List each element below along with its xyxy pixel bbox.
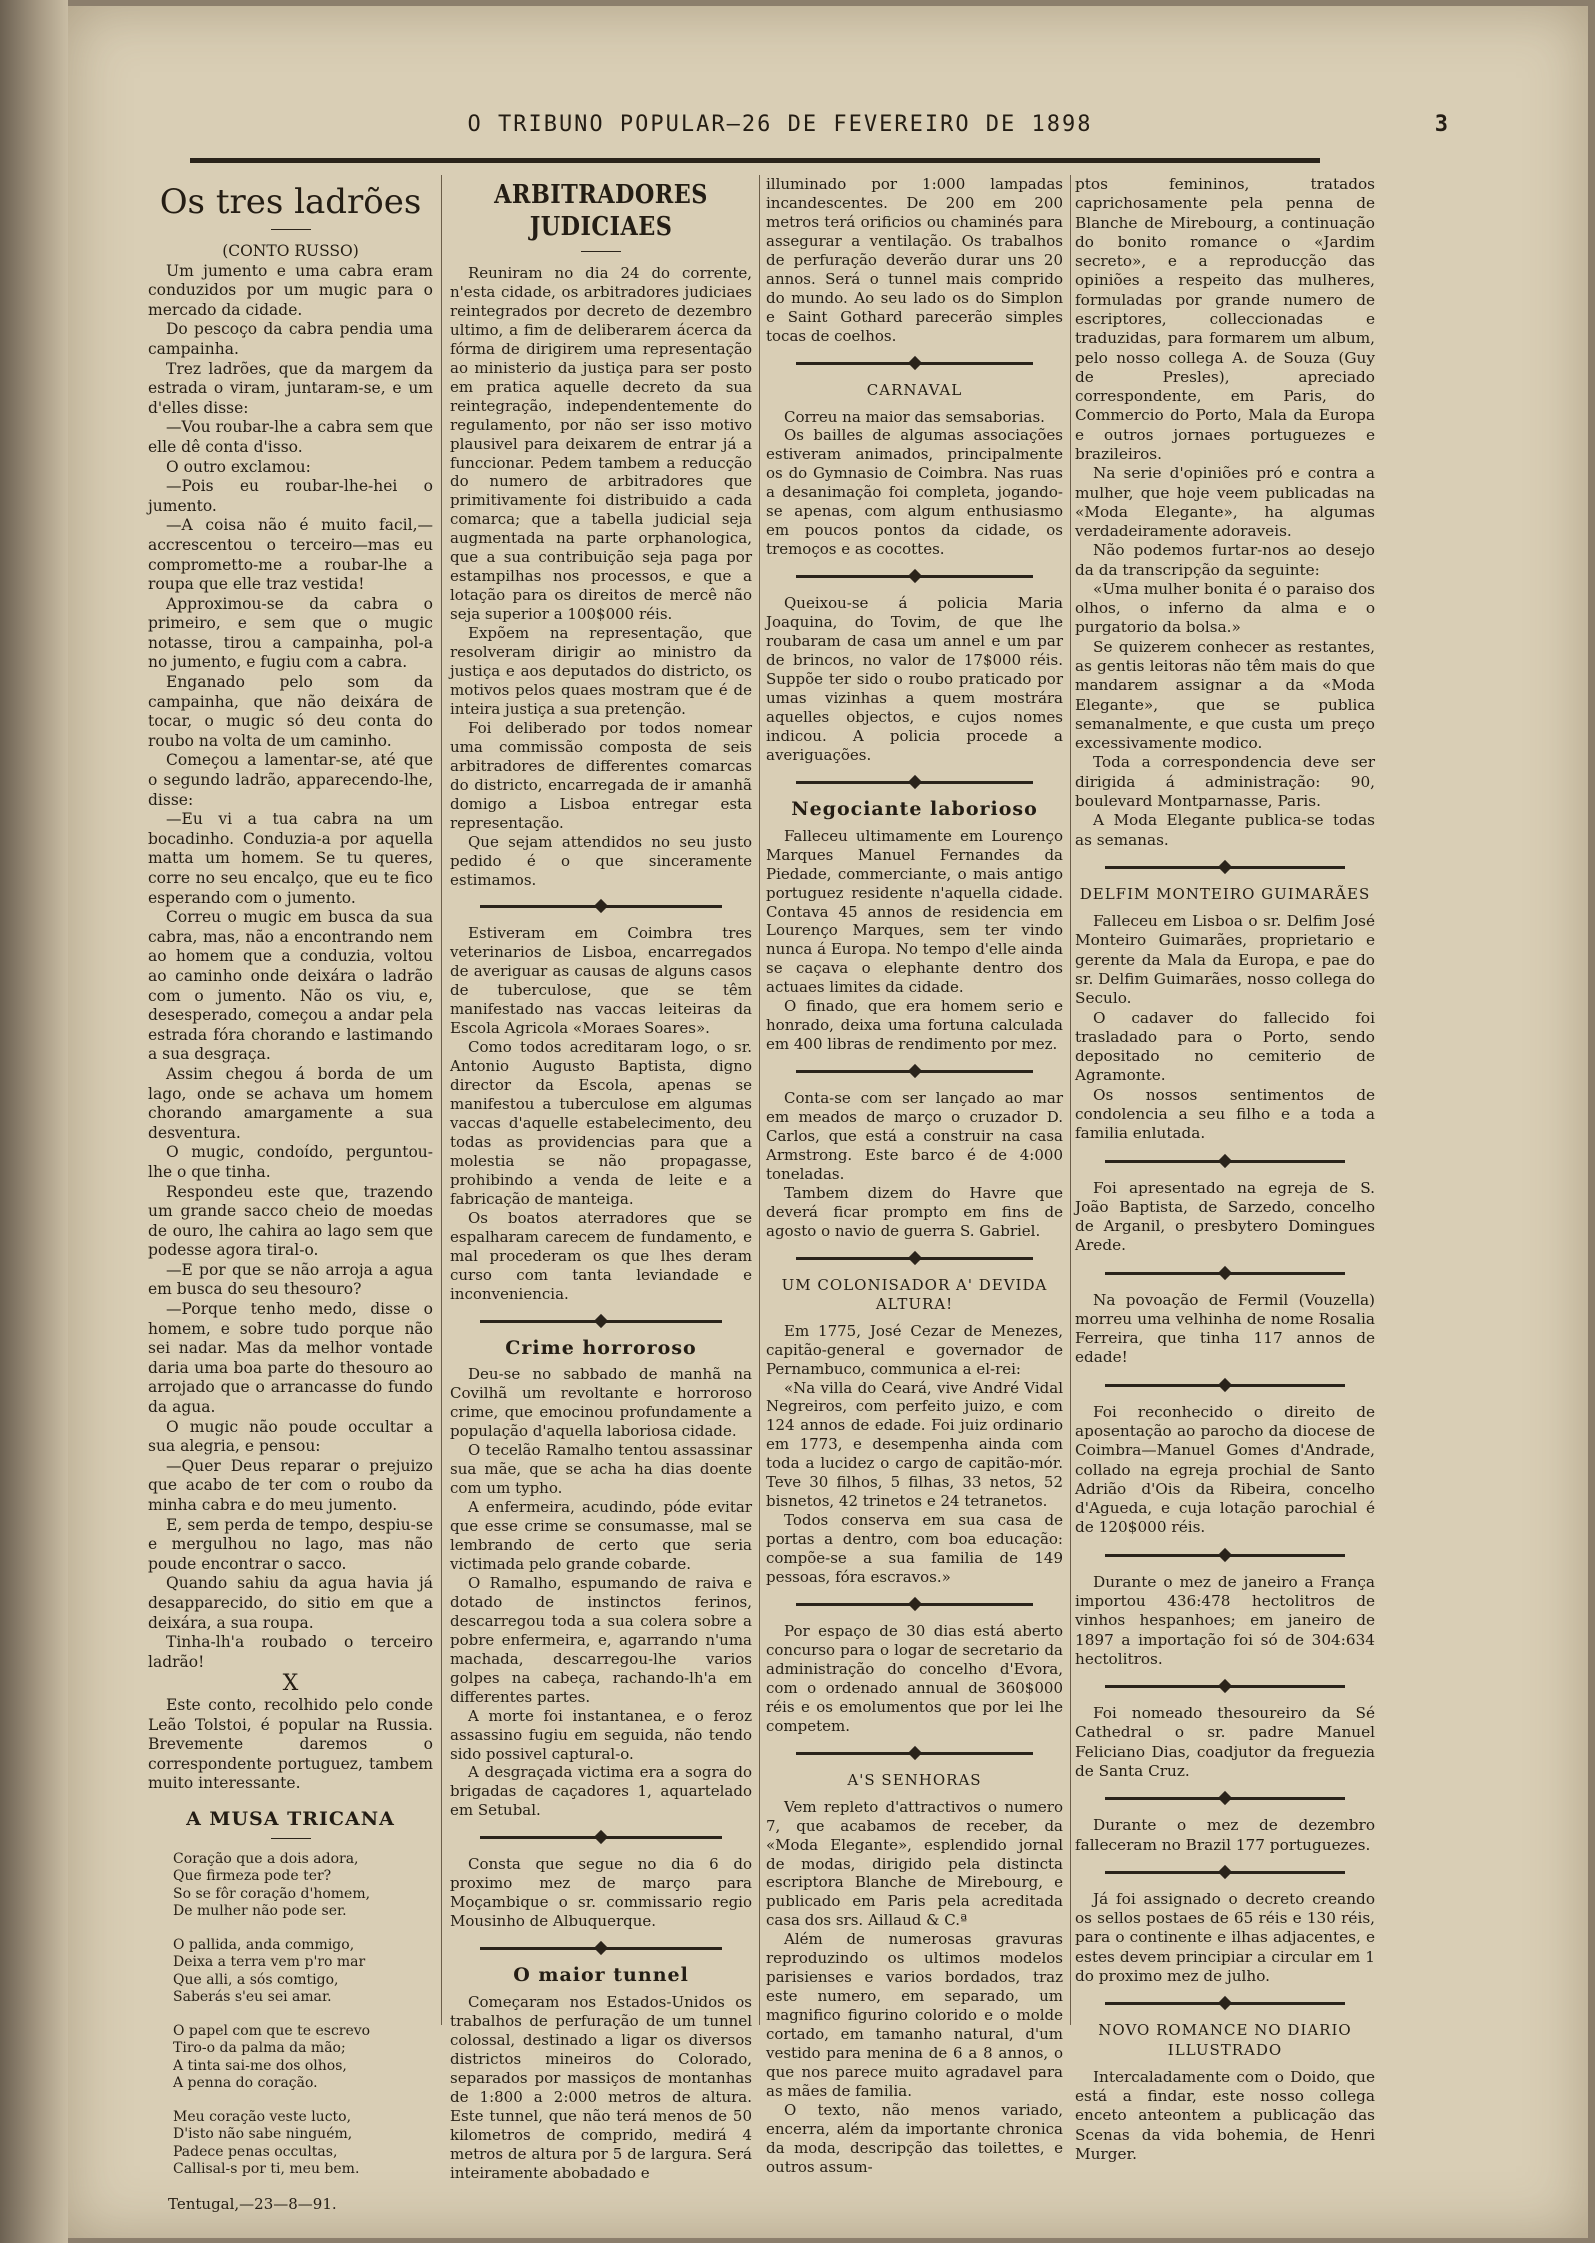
- article-body: Na povoação de Fermil (Vouzella) morreu uma velhinha de nome Rosalia Ferreira, que tinha 117 annos de edade!: [1075, 1290, 1375, 1367]
- divider: [796, 1257, 1033, 1260]
- article-body: Queixou-se á policia Maria Joaquina, do Tovim, de que lhe roubaram de casa um annel e um par de brincos, no valor de 17$000 réis. Suppõe ter sido o roubo praticado por umas vizinhas a quem mostrára aquelles objectos, e cujos nomes indicou. A policia procede a averiguações.: [766, 594, 1063, 764]
- column-1: [148, 175, 433, 2214]
- paragraph: Quando sahiu da agua havia já desapparecido, do sitio em que a deixára, a sua roupa.: [148, 1574, 433, 1632]
- paragraph: Tambem dizem do Havre que deverá ficar prompto em fins de agosto o navio de guerra S. Gabriel.: [766, 1183, 1063, 1240]
- article-subtitle: (CONTO RUSSO): [222, 242, 359, 260]
- poem-line: Que alli, a sós comtigo,: [173, 1971, 339, 1988]
- book-spine: [0, 0, 68, 2243]
- article-title: Crime horroroso: [505, 1336, 697, 1359]
- section-mark: X: [282, 1671, 299, 1697]
- paragraph: Que sejam attendidos no seu justo pedido é o que sinceramente estimamos.: [450, 832, 752, 889]
- paragraph: Conta-se com ser lançado ao mar em meados de março o cruzador D. Carlos, que está a construir na casa Armstrong. Este barco é de 4:000 toneladas.: [766, 1089, 1063, 1183]
- paragraph: Se quizerem conhecer as restantes, as gentis leitoras não têm mais do que mandarem assignar a da «Moda Elegante», que se publica semanalmente, e que custa um preço excessivamente modico.: [1075, 637, 1375, 753]
- paragraph: Toda a correspondencia deve ser dirigida á administração: 90, boulevard Montparnasse, Paris.: [1075, 753, 1375, 810]
- article-body: Já foi assignado o decreto creando os sellos postaes de 65 réis e 130 réis, para o continente e ilhas adjacentes, e estes devem principiar a circular em 1 do proximo mez de julho.: [1075, 1889, 1375, 1985]
- paragraph: Não podemos furtar-nos ao desejo da da transcripção da seguinte:: [1075, 541, 1375, 579]
- paragraph: O tecelão Ramalho tentou assassinar sua mãe, que se acha ha dias doente com um typho.: [450, 1441, 752, 1498]
- divider: [1105, 1160, 1345, 1163]
- paragraph: A enfermeira, acudindo, póde evitar que esse crime se consumasse, mal se lembrando de certo que seria victimada pelo grande cobarde.: [450, 1498, 752, 1573]
- article-body: Por espaço de 30 dias está aberto concurso para o logar de secretario da administração do concelho d'Evora, com o ordenado annual de 360$000 réis e os emolumentos que por lei lhe competem.: [766, 1622, 1063, 1735]
- divider: [796, 362, 1033, 365]
- poem-signature: Tentugal,—23—8—91.: [168, 2194, 337, 2213]
- article-body: Durante o mez de dezembro falleceram no Brazil 177 portuguezes.: [1075, 1816, 1375, 1854]
- poem-line: D'isto não sabe ninguém,: [173, 2126, 353, 2142]
- paragraph: O cadaver do fallecido foi trasladado para o Porto, sendo depositado no cemiterio de Agramonte.: [1075, 1008, 1375, 1085]
- poem-line: Que firmeza pode ter?: [173, 1868, 332, 1884]
- article-body: Foi apresentado na egreja de S. João Baptista, de Sarzedo, concelho de Arganil, o presbytero Domingues Arede.: [1075, 1178, 1375, 1255]
- poem-stanza: [173, 1851, 433, 1921]
- paragraph: Trez ladrões, que da margem da estrada o viram, juntaram-se, e um d'elles disse:: [148, 359, 433, 417]
- paragraph: O texto, não menos variado, encerra, além da importante chronica da moda, descripção das toilettes, e outros assum-: [766, 2100, 1063, 2176]
- poem-line: Meu coração veste lucto,: [173, 2108, 352, 2125]
- column-divider: [441, 175, 442, 2025]
- paragraph: Foi deliberado por todos nomear uma commissão composta de seis arbitradores de differentes comarcas do districto, encarregada de ir amanhã domigo a Lisboa entregar esta representação.: [450, 718, 752, 832]
- article-body: Começaram nos Estados-Unidos os trabalhos de perfuração de um tunnel colossal, destinado a ligar os diversos districtos mineiros do Colorado, separados por massiços de montanhas de 1:800 a 2:000 metros de altura. Este tunnel, que não terá menos de 50 kilometros de comprido, medirá 4 metros de altura por 5 de largura. Será inteiramente abobadado e: [450, 1993, 752, 2182]
- poem-line: Saberás s'eu sei amar.: [173, 1989, 332, 2005]
- paragraph: Deu-se no sabbado de manhã na Covilhã um revoltante e horroroso crime, que emocinou profundamente a população d'aquella laboriosa cidade.: [450, 1365, 752, 1441]
- article-title: A'S SENHORAS: [847, 1770, 982, 1789]
- header-rule: [190, 158, 1320, 163]
- paragraph: Os nossos sentimentos de condolencia a seu filho e a toda a familia enlutada.: [1075, 1085, 1375, 1143]
- divider: [480, 1836, 722, 1839]
- paragraph: O mugic não poude occultar a sua alegria, e pensou:: [148, 1417, 433, 1456]
- divider: [581, 251, 621, 252]
- paragraph: —E por que se não arroja a agua em busca do seu thesouro?: [148, 1260, 433, 1299]
- paragraph: Todos conserva em sua casa de portas a dentro, com boa educação: compõe-se a sua familia de 149 pessoas, fóra escravos.»: [766, 1511, 1063, 1587]
- article-title: NOVO ROMANCE NO DIARIO ILLUSTRADO: [1098, 2021, 1352, 2059]
- page-number: 3: [1434, 112, 1450, 137]
- poem-line: Tiro-o da palma da mão;: [173, 2040, 346, 2056]
- paragraph: Expõem na representação, que resolveram dirigir ao ministro da justiça e aos deputados do districto, os motivos pelos quaes mostram que é de inteira justiça a sua pretenção.: [450, 624, 752, 718]
- paragraph: O outro exclamou:: [166, 457, 311, 476]
- paragraph: Correu o mugic em busca da sua cabra, mas, não a encontrando nem ao homem que a conduzia, voltou ao caminho onde deixára o ladrão com o jumento. Não os viu, e, desesperado, começou a andar pela estrada fóra chorando e lastimando a sua desgraça.: [148, 908, 433, 1064]
- paragraph: Respondeu este que, trazendo um grande sacco cheio de moedas de ouro, lhe cahira ao lago sem que podesse agora tiral-o.: [148, 1182, 433, 1260]
- paragraph: O finado, que era homem serio e honrado, deixa uma fortuna calculada em 400 libras de rendimento por mez.: [766, 997, 1063, 1054]
- divider: [480, 1320, 722, 1323]
- article-body: [450, 924, 752, 1303]
- article-body: [766, 1322, 1063, 1587]
- divider: [796, 1603, 1033, 1606]
- paragraph: Como todos acreditaram logo, o sr. Antonio Augusto Baptista, digno director da Escola, apenas se manifestou a tuberculose em algumas vaccas d'aquelle estabelecimento, deu todas as providencias para que a molestia se não propagasse, prohibindo a venda de leite e a fabricação de manteiga.: [450, 1038, 752, 1208]
- paragraph: —Eu vi a tua cabra na um bocadinho. Conduzia-a por aquella matta um homem. Se tu queres, corre no seu encalço, que eu te fico esperando com o jumento.: [148, 810, 433, 907]
- poem-line: Callisal-s por ti, meu bem.: [173, 2161, 360, 2177]
- paragraph: Além de numerosas gravuras reproduzindo os ultimos modelos parisienses e varios bordados, traz este numero, em separado, um magnifico figurino colorido e o molde cortado, em tamanho natural, d'um vestido para menina de 6 a 8 annos, o que nos parece muito agradavel para as mães de familia.: [766, 1930, 1063, 2100]
- divider: [1105, 866, 1345, 869]
- paragraph: «Na villa do Ceará, vive André Vidal Negreiros, com perfeito juizo, e com 124 annos de edade. Foi juiz ordinario em 1773, e desempenha ainda com toda a lucidez o cargo de capitão-mór. Teve 30 filhos, 5 filhas, 33 netos, 52 bisnetos, 42 trinetos e 24 tetranetos.: [766, 1378, 1063, 1511]
- divider: [796, 1752, 1033, 1755]
- article-body: Foi reconhecido o direito de aposentação ao parocho da diocese de Coimbra—Manuel Gomes d'Andrade, collado na egreja prochial de Santo Adrião d'Ois da Ribeira, concelho d'Agueda, e cuja lotação parochial é de 120$000 réis.: [1075, 1402, 1375, 1537]
- article-body: [766, 1798, 1063, 2177]
- poem-stanza: [173, 2023, 433, 2093]
- paragraph: E, sem perda de tempo, despiu-se e mergulhou no lago, mas não poude encontrar o sacco.: [148, 1515, 433, 1573]
- poem-line: O pallida, anda commigo,: [173, 1936, 355, 1953]
- article-title: CARNAVAL: [866, 380, 963, 399]
- divider: [1105, 1797, 1345, 1800]
- poem-stanza: [173, 1937, 433, 2007]
- column-3: [766, 175, 1063, 2177]
- paragraph: Vem repleto d'attractivos o numero 7, que acabamos de receber, da «Moda Elegante», esplendido jornal de modas, dirigido pela distincta escriptora Blanche de Mirebourg, e publicado em Paris pela acreditada casa dos srs. Aillaud & C.ª: [766, 1797, 1063, 1930]
- paragraph: Approximou-se da cabra o primeiro, e sem que o mugic notasse, tirou a campainha, pol-a no jumento, e fugiu com a cabra.: [148, 594, 433, 672]
- column-2: [450, 175, 752, 2183]
- paragraph: Em 1775, José Cezar de Menezes, capitão-general e governador de Pernambuco, communica a el-rei:: [766, 1321, 1063, 1378]
- paragraph: Tinha-lh'a roubado o terceiro ladrão!: [148, 1633, 433, 1671]
- paragraph: Os boatos aterradores que se espalharam carecem de fundamento, e mal procederam os que lhes deram curso com tanta leviandade e inconveniencia.: [450, 1208, 752, 1303]
- poem-line: Padece penas occultas,: [173, 2143, 338, 2160]
- article-body: [766, 408, 1063, 560]
- poem-line: Coração que a dois adora,: [173, 1850, 359, 1867]
- paragraph: A desgraçada victima era a sogra do brigadas de caçadores 1, aquartelado em Setubal.: [450, 1763, 752, 1820]
- poem-stanza: [173, 2109, 433, 2179]
- divider: [480, 1947, 722, 1950]
- article-body: Intercaladamente com o Doido, que está a findar, este nosso collega enceto anteontem a publicação das Scenas da vida bohemia, de Henri Murger.: [1075, 2067, 1375, 2163]
- paragraph: Os bailles de algumas associações estiveram animados, principalmente os do Gymnasio de Coimbra. Nas ruas a desanimação foi completa, jogando-se apenas, com algum enthusiasmo em poucos pontos da cidade, os tremoços e as cocottes.: [766, 426, 1063, 559]
- column-divider: [1070, 175, 1071, 2025]
- paragraph: Um jumento e uma cabra eram conduzidos por um mugic para o mercado da cidade.: [148, 261, 433, 319]
- article-title: DELFIM MONTEIRO GUIMARÃES: [1079, 884, 1371, 903]
- divider: [1105, 2002, 1345, 2005]
- article-closing: Este conto, recolhido pelo conde Leão Tolstoi, é popular na Russia. Brevemente daremos o correspondente portuguez, tambem muito interessante.: [148, 1695, 433, 1793]
- page-header: [110, 112, 1450, 142]
- divider: [480, 905, 722, 908]
- paragraph: —Vou roubar-lhe a cabra sem que elle dê conta d'isso.: [148, 418, 433, 456]
- divider: [271, 1838, 311, 1839]
- article-body: [450, 1365, 752, 1820]
- article-body: [1075, 175, 1375, 850]
- poem-line: Deixa a terra vem p'ro mar: [173, 1954, 366, 1970]
- paragraph: Do pescoço da cabra pendia uma campainha.: [148, 320, 433, 358]
- paragraph: O mugic, condoído, perguntou-lhe o que tinha.: [148, 1143, 433, 1181]
- poem-line: A penna do coração.: [173, 2075, 318, 2091]
- paragraph: —A coisa não é muito facil,—accrescentou o terceiro—mas eu comprometto-me a roubar-lhe a roupa que elle traz vestida!: [148, 516, 433, 594]
- article-title: UM COLONISADOR A' DEVIDA ALTURA!: [781, 1275, 1048, 1313]
- divider: [796, 781, 1033, 784]
- paragraph: Correu na maior das semsaborias.: [784, 407, 1045, 426]
- column-4: [1075, 175, 1375, 2164]
- paragraph: ptos femininos, tratados caprichosamente pela penna de Blanche de Mirebourg, a continuação do bonito romance o «Jardim secreto», e a reproducção das opiniões a respeito das mulheres, formuladas por grande numero de escriptores, colleccionadas e traduzidas, para formarem um album, pelo nosso collega A. de Souza (Guy de Presles), apreciado correspondente, em Paris, do Commercio do Porto, Mala da Europa e outros jornaes portuguezes e brazileiros.: [1075, 175, 1375, 463]
- poem-line: De mulher não pode ser.: [173, 1903, 347, 1919]
- masthead: O TRIBUNO POPULAR—26 DE FEVEREIRO DE 1898: [467, 112, 1093, 137]
- paragraph: A Moda Elegante publica-se todas as semanas.: [1075, 811, 1375, 849]
- divider: [1105, 1685, 1345, 1688]
- poem-title: A MUSA TRICANA: [186, 1807, 395, 1830]
- poem-line: A tinta sai-me dos olhos,: [173, 2057, 347, 2074]
- paragraph: —Quer Deus reparar o prejuizo que acabo de ter com o roubo da minha cabra e do meu jumento.: [148, 1456, 433, 1514]
- paragraph: Na serie d'opiniões pró e contra a mulher, que hoje veem publicadas na «Moda Elegante», ha algumas verdadeiramente adoraveis.: [1075, 464, 1375, 541]
- poem: [173, 1851, 433, 2179]
- article-body: [1075, 912, 1375, 1143]
- divider: [1105, 1871, 1345, 1874]
- article-body: [766, 827, 1063, 1054]
- article-body: [148, 262, 433, 1673]
- paragraph: Falleceu ultimamente em Lourenço Marques Manuel Fernandes da Piedade, commerciante, o mais antigo portuguez residente n'aquella cidade. Contava 45 annos de residencia em Lourenço Marques, sem ter vindo nunca á Europa. No tempo d'elle ainda se caçava o elephante dentro dos actuaes limites da cidade.: [766, 826, 1063, 997]
- divider: [1105, 1272, 1345, 1275]
- article-body: Foi nomeado thesoureiro da Sé Cathedral o sr. padre Manuel Feliciano Dias, coadjutor da freguezia de Santa Cruz.: [1075, 1704, 1375, 1780]
- divider: [1105, 1384, 1345, 1387]
- article-body: [766, 1089, 1063, 1241]
- poem-line: O papel com que te escrevo: [173, 2022, 371, 2039]
- article-body: [450, 264, 752, 889]
- paragraph: Enganado pelo som da campainha, que não deixára de tocar, o mugic só deu conta do roubo na volta de um caminho.: [148, 673, 433, 750]
- paragraph: Falleceu em Lisboa o sr. Delfim José Monteiro Guimarães, proprietario e gerente da Mala da Europa, e pae do sr. Delfim Guimarães, nosso collega do Seculo.: [1075, 912, 1375, 1008]
- paragraph: O Ramalho, espumando de raiva e dotado de instinctos ferinos, descarregou toda a sua colera sobre a pobre enfermeira, e, agarrando n'uma machada, descarregou-lhe varios golpes na cabeça, rachando-lh'a em differentes partes.: [450, 1573, 752, 1706]
- column-divider: [759, 175, 760, 2025]
- paragraph: —Porque tenho medo, disse o homem, e sobre tudo porque não sei nadar. Mas da melhor vontade daria uma boa parte do thesouro ao arrojado que o arrancasse do fundo da agua.: [148, 1300, 433, 1417]
- article-body: Durante o mez de janeiro a França importou 436:478 hectolitros de vinhos hespanhoes; em janeiro de 1897 a importação foi só de 304:634 hectolitros.: [1075, 1572, 1375, 1668]
- divider: [271, 229, 311, 230]
- paragraph: «Uma mulher bonita é o paraiso dos olhos, o inferno da alma e o purgatorio da bolsa.»: [1075, 579, 1375, 637]
- article-title: ARBITRADORES JUDICIAES: [494, 180, 708, 242]
- divider: [796, 575, 1033, 578]
- paragraph: Reuniram no dia 24 do corrente, n'esta cidade, os arbitradores judiciaes reintegrados por decreto de dezembro ultimo, a fim de deliberarem ácerca da fórma de dirigirem uma representação ao ministerio da justiça para ser posto em pratica aquelle decreto da sua reintegração, independentemente do regulamento, por não ser isso motivo plausivel para deixarem de entrar já a funccionar. Pedem tambem a reducção do numero de arbitradores que primitivamente foi distribuido a cada comarca; que a tabella judicial seja augmentada na parte orphanologica, que a sua contribuição seja paga por estampilhas nos processos, e que a lotação para os direitos de mercê não seja superior a 100$000 réis.: [450, 264, 752, 624]
- paragraph: Começou a lamentar-se, até que o segundo ladrão, apparecendo-lhe, disse:: [148, 751, 433, 809]
- divider: [1105, 1554, 1345, 1557]
- article-title: O maior tunnel: [513, 1964, 689, 1987]
- divider: [796, 1070, 1033, 1073]
- paragraph: Assim chegou á borda de um lago, onde se achava um homem chorando amargamente a sua desventura.: [148, 1064, 433, 1142]
- paragraph: A morte foi instantanea, e o feroz assassino fugiu em seguida, não tendo sido possivel captural-o.: [450, 1706, 752, 1763]
- article-title: Os tres ladrões: [159, 182, 422, 222]
- paragraph: —Pois eu roubar-lhe-hei o jumento.: [148, 477, 433, 515]
- article-body: illuminado por 1:000 lampadas incandescentes. De 200 em 200 metros terá orificios ou chaminés para assegurar a ventilação. Os trabalhos de perfuração deverão durar uns 20 annos. Será o tunnel mais comprido do mundo. Ao seu lado os do Simplon e Saint Gothard parecerão simples tocas de coelhos.: [766, 175, 1063, 345]
- article-title: Negociante laborioso: [791, 797, 1038, 820]
- article-body: Consta que segue no dia 6 do proximo mez de março para Moçambique o sr. commissario regio Mousinho de Albuquerque.: [450, 1855, 752, 1931]
- paragraph: Estiveram em Coimbra tres veterinarios de Lisboa, encarregados de averiguar as causas de alguns casos de tuberculose, que se têm manifestado nas vaccas leiteiras da Escola Agricola «Moraes Soares».: [450, 924, 752, 1038]
- poem-line: So se fôr coração d'homem,: [173, 1885, 371, 1902]
